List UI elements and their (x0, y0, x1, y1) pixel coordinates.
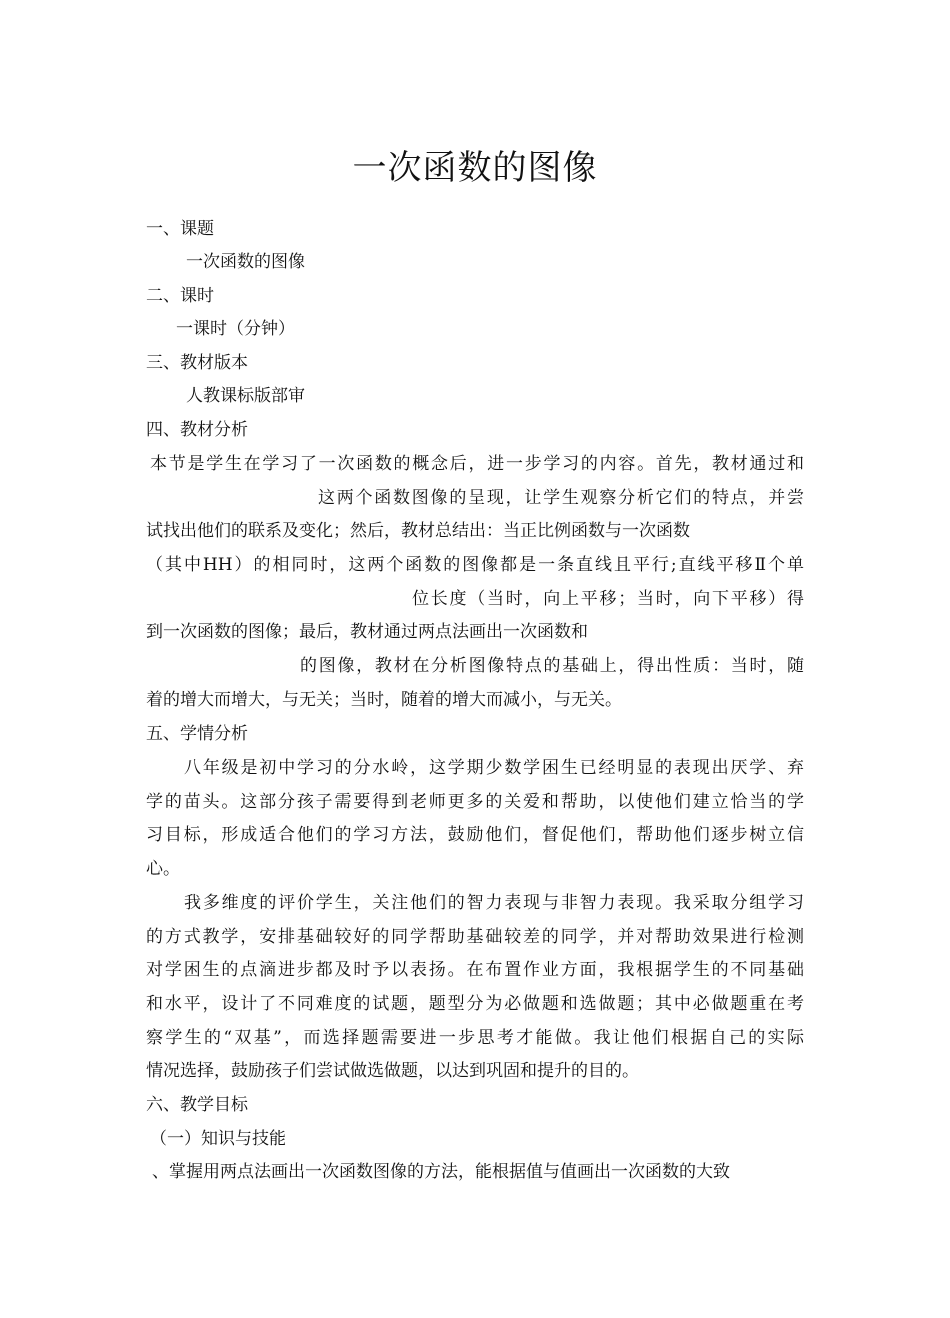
section-heading-period: 二、课时 (146, 286, 214, 306)
paragraph-line: 习目标，形成适合他们的学习方法，鼓励他们，督促他们，帮助他们逐步树立信 (146, 825, 804, 845)
paragraph-line: 试找出他们的联系及变化；然后，教材总结出：当正比例函数与一次函数 (146, 521, 690, 541)
paragraph-line: 对学困生的点滴进步都及时予以表扬。在布置作业方面，我根据学生的不同基础 (146, 960, 804, 980)
paragraph-line: 和水平，设计了不同难度的试题，题型分为必做题和选做题；其中必做题重在考 (146, 994, 804, 1014)
section-heading-edition: 三、教材版本 (146, 353, 248, 373)
paragraph-line: 情况选择，鼓励孩子们尝试做选做题，以达到巩固和提升的目的。 (146, 1061, 639, 1081)
paragraph-line: 到一次函数的图像；最后，教材通过两点法画出一次函数和 (146, 622, 588, 642)
topic-text: 一次函数的图像 (186, 252, 305, 272)
paragraph-line: 心。 (146, 859, 180, 879)
paragraph-line: 位长度（当时，向上平移；当时，向下平移）得 (412, 589, 804, 609)
section-heading-teaching-goals: 六、教学目标 (146, 1095, 248, 1115)
period-text: 一课时（分钟） (176, 319, 295, 339)
edition-text: 人教课标版部审 (186, 386, 305, 406)
document-title: 一次函数的图像 (352, 147, 598, 188)
paragraph-line: 这两个函数图像的呈现，让学生观察分析它们的特点，并尝 (318, 488, 804, 508)
paragraph-line: 、掌握用两点法画出一次函数图像的方法，能根据值与值画出一次函数的大致 (152, 1162, 730, 1182)
section-heading-material-analysis: 四、教材分析 (146, 420, 248, 440)
paragraph-line: 察学生的“双基”，而选择题需要进一步思考才能做。我让他们根据自己的实际 (146, 1028, 804, 1048)
paragraph-line: 的图像，教材在分析图像特点的基础上，得出性质：当时，随 (300, 656, 804, 676)
paragraph-line: （其中HH）的相同时，这两个函数的图像都是一条直线且平行;直线平移Ⅱ个单 (146, 555, 804, 575)
section-heading-topic: 一、课题 (146, 219, 214, 239)
paragraph-line: 着的增大而增大，与无关；当时，随着的增大而减小，与无关。 (146, 690, 622, 710)
paragraph-line: 本节是学生在学习了一次函数的概念后，进一步学习的内容。首先，教材通过和 (150, 454, 804, 474)
paragraph-line: 的方式教学，安排基础较好的同学帮助基础较差的同学，并对帮助效果进行检测 (146, 927, 804, 947)
paragraph-line: 我多维度的评价学生，关注他们的智力表现与非智力表现。我采取分组学习 (184, 893, 804, 913)
paragraph-line: 学的苗头。这部分孩子需要得到老师更多的关爱和帮助，以使他们建立恰当的学 (146, 792, 804, 812)
section-heading-student-analysis: 五、学情分析 (146, 724, 248, 744)
subsection-heading-knowledge-skills: （一）知识与技能 (150, 1129, 286, 1149)
paragraph-line: 八年级是初中学习的分水岭，这学期少数学困生已经明显的表现出厌学、弃 (184, 758, 804, 778)
